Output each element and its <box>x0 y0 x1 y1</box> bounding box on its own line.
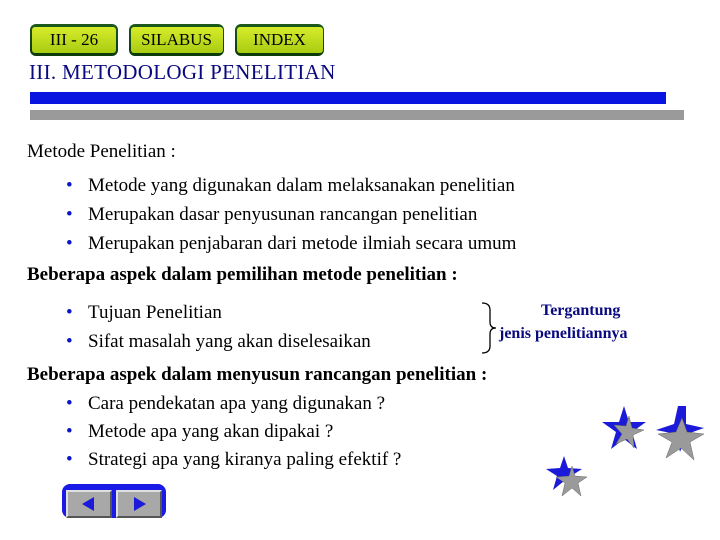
prev-slide-button[interactable] <box>66 490 112 518</box>
bullet-dot: • <box>66 449 73 470</box>
section-heading-pemilihan: Beberapa aspek dalam pemilihan metode penelitian : <box>27 264 458 285</box>
star-icon <box>600 404 648 452</box>
list-item-text: Tujuan Penelitian <box>88 302 222 323</box>
list-item <box>66 204 477 226</box>
title-underline-bar <box>30 92 666 104</box>
right-brace-icon <box>480 302 500 354</box>
note-jenis-penelitian: jenis penelitiannya <box>499 325 628 342</box>
index-button[interactable] <box>235 24 324 56</box>
bullet-dot: • <box>66 393 73 414</box>
list-item <box>66 421 333 443</box>
next-slide-button[interactable] <box>116 490 162 518</box>
bullet-dot: • <box>66 331 73 352</box>
list-item-text: Merupakan dasar penyusunan rancangan penelitian <box>88 204 478 225</box>
slide-number-label: III - 26 <box>32 27 116 53</box>
list-item-text: Cara pendekatan apa yang digunakan ? <box>88 393 386 414</box>
slide-navigation <box>62 484 166 518</box>
list-item <box>66 393 385 415</box>
list-item <box>66 175 515 197</box>
list-item-text: Metode yang digunakan dalam melaksanakan penelitian <box>88 175 515 196</box>
left-arrow-icon <box>68 492 110 516</box>
list-item-text: Merupakan penjabaran dari metode ilmiah secara umum <box>88 233 517 254</box>
page-title: III. METODOLOGI PENELITIAN <box>29 60 336 84</box>
list-item <box>66 449 401 471</box>
slide-number-button[interactable] <box>30 24 118 56</box>
bullet-dot: • <box>66 421 73 442</box>
section-heading-menyusun: Beberapa aspek dalam menyusun rancangan penelitian : <box>27 364 488 385</box>
section-heading-metode: Metode Penelitian : <box>27 141 176 162</box>
list-item <box>66 233 516 255</box>
star-icon <box>650 404 708 464</box>
silabus-label: SILABUS <box>131 27 223 53</box>
bullet-dot: • <box>66 175 73 196</box>
bullet-dot: • <box>66 233 73 254</box>
note-tergantung: Tergantung <box>541 302 621 319</box>
list-item-text: Strategi apa yang kiranya paling efektif ? <box>88 449 402 470</box>
star-icon <box>546 454 592 500</box>
silabus-button[interactable] <box>129 24 224 56</box>
list-item <box>66 302 222 324</box>
right-arrow-icon <box>118 492 160 516</box>
list-item-text: Metode apa yang akan dipakai ? <box>88 421 334 442</box>
bullet-dot: • <box>66 302 73 323</box>
index-label: INDEX <box>237 27 323 53</box>
title-shadow-bar <box>30 110 684 120</box>
bullet-dot: • <box>66 204 73 225</box>
list-item <box>66 331 371 353</box>
list-item-text: Sifat masalah yang akan diselesaikan <box>88 331 371 352</box>
